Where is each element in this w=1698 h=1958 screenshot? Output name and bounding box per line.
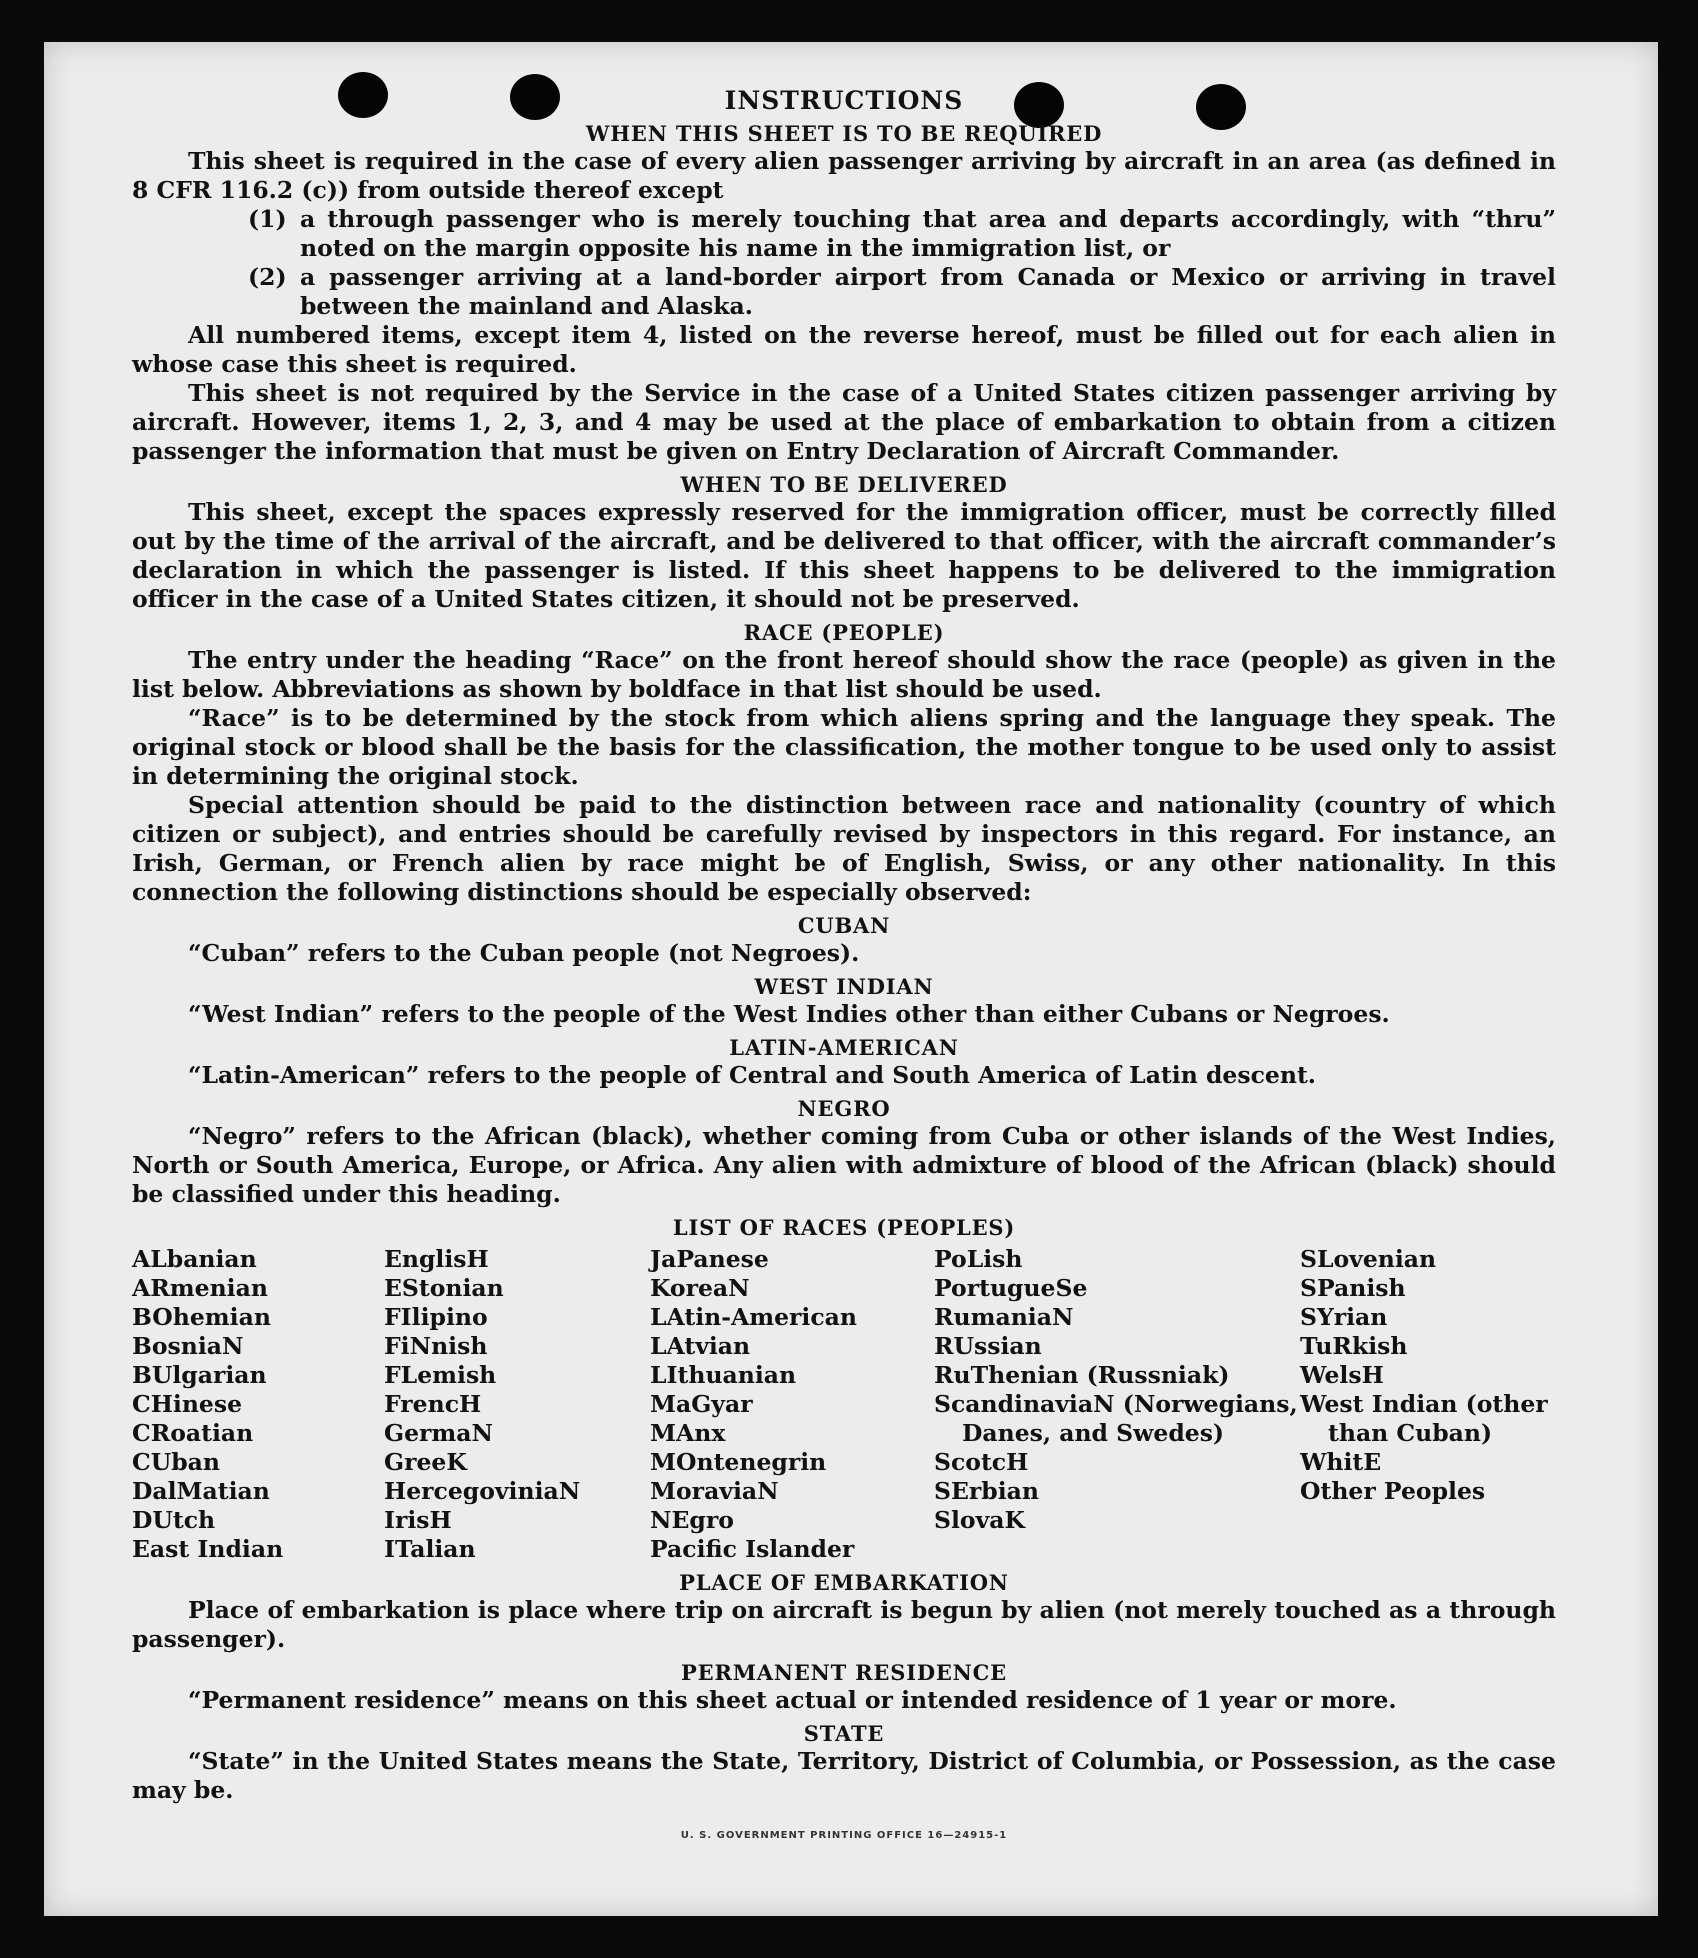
race-column — [132, 1245, 384, 1564]
document-page — [44, 42, 1658, 1916]
race-item: PortugueSe — [934, 1274, 1088, 1302]
section-heading: NEGRO — [797, 1096, 891, 1121]
race-item: ALbanian — [132, 1245, 257, 1273]
race-item: DUtch — [132, 1506, 216, 1534]
race-item: CHinese — [132, 1390, 243, 1418]
document-content — [132, 82, 1556, 1850]
race-item: BOhemian — [132, 1303, 271, 1331]
race-item: FIlipino — [384, 1303, 488, 1331]
race-item: ITalian — [384, 1535, 476, 1563]
race-item: LAtvian — [650, 1332, 751, 1360]
race-item: WhitE — [1300, 1448, 1382, 1476]
section-heading: RACE (PEOPLE) — [743, 620, 945, 645]
paragraph: “Race” is to be determined by the stock from which aliens spring and the language they speak. The original stock or blood shall be the basis for the classification, the mother tongue to be used only to assist in determining the original stock. — [132, 704, 1556, 790]
paragraph: “Cuban” refers to the Cuban people (not Negroes). — [188, 939, 860, 967]
section-heading: STATE — [803, 1721, 885, 1746]
race-item: BUlgarian — [132, 1361, 267, 1389]
item-number: (1) — [248, 205, 287, 233]
paragraph: “State” in the United States means the State, Territory, District of Columbia, or Possession, as the case may be. — [132, 1747, 1556, 1804]
race-item: WelsH — [1300, 1361, 1384, 1389]
race-column — [1300, 1245, 1556, 1564]
race-item: FLemish — [384, 1361, 497, 1389]
race-item: TuRkish — [1300, 1332, 1408, 1360]
race-item: HercegoviniaN — [384, 1477, 581, 1505]
section-heading: WHEN TO BE DELIVERED — [680, 472, 1008, 497]
race-item: MOntenegrin — [650, 1448, 827, 1476]
race-item: SLovenian — [1300, 1245, 1437, 1273]
race-item: SYrian — [1300, 1303, 1388, 1331]
race-item: EnglisH — [384, 1245, 489, 1273]
paragraph: “Negro” refers to the African (black), whether coming from Cuba or other islands of the West Indies, North or South America, Europe, or Africa. Any alien with admixture of blood of the African (black) should be classified under this heading. — [132, 1122, 1556, 1208]
race-item: ScandinaviaN (Norwegians, Danes, and Swedes) — [934, 1390, 1298, 1447]
paragraph: “West Indian” refers to the people of the West Indies other than either Cubans or Negroes. — [188, 1000, 1390, 1028]
race-item: IrisH — [384, 1506, 452, 1534]
race-item: MoraviaN — [650, 1477, 779, 1505]
list-item — [248, 263, 1556, 321]
item-text: a through passenger who is merely touching that area and departs accordingly, with “thru” noted on the margin opposite his name in the immigration list, or — [300, 205, 1556, 262]
document-title: INSTRUCTIONS — [724, 86, 964, 115]
printing-office-footer: U. S. GOVERNMENT PRINTING OFFICE 16—24915-1 — [680, 1830, 1008, 1841]
section-heading: CUBAN — [797, 913, 891, 938]
race-column — [934, 1245, 1300, 1564]
race-item: MaGyar — [650, 1390, 753, 1418]
race-item: RUssian — [934, 1332, 1042, 1360]
section-heading: LIST OF RACES (PEOPLES) — [672, 1215, 1016, 1240]
section-heading: PERMANENT RESIDENCE — [681, 1660, 1007, 1685]
section-heading: WEST INDIAN — [754, 974, 934, 999]
race-item: GreeK — [384, 1448, 467, 1476]
race-item: MAnx — [650, 1419, 726, 1447]
race-item: West Indian (other than Cuban) — [1300, 1390, 1548, 1447]
paragraph: The entry under the heading “Race” on the front hereof should show the race (people) as given in the list below. Abbreviations as shown by boldface in that list should be used. — [132, 646, 1556, 703]
paragraph: This sheet is not required by the Service in the case of a United States citizen passenger arriving by aircraft. However, items 1, 2, 3, and 4 may be used at the place of embarkation to obtain from a citizen passenger the information that must be given on Entry Declaration of Aircraft Commander. — [132, 379, 1556, 465]
race-item: RumaniaN — [934, 1303, 1074, 1331]
race-column — [650, 1245, 934, 1564]
section-heading: LATIN-AMERICAN — [729, 1035, 959, 1060]
race-item: KoreaN — [650, 1274, 750, 1302]
paragraph: This sheet is required in the case of every alien passenger arriving by aircraft in an area (as defined in 8 CFR 116.2 (c)) from outside thereof except — [132, 147, 1556, 204]
race-item: ScotcH — [934, 1448, 1029, 1476]
race-item: FrencH — [384, 1390, 482, 1418]
race-item: FiNnish — [384, 1332, 488, 1360]
race-item: RuThenian (Russniak) — [934, 1361, 1230, 1389]
race-item: DalMatian — [132, 1477, 270, 1505]
item-number: (2) — [248, 263, 287, 291]
race-item: SlovaK — [934, 1506, 1025, 1534]
race-item: EStonian — [384, 1274, 504, 1302]
paragraph: This sheet, except the spaces expressly reserved for the immigration officer, must be correctly filled out by the time of the arrival of the aircraft, and be delivered to that officer, with the aircraft commander’s declaration in which the passenger is listed. If this sheet happens to be delivered to the immigration officer in the case of a United States citizen, it should not be preserved. — [132, 498, 1556, 613]
race-item: CRoatian — [132, 1419, 254, 1447]
race-item: BosniaN — [132, 1332, 244, 1360]
race-item: Other Peoples — [1300, 1477, 1486, 1505]
paragraph: “Latin-American” refers to the people of Central and South America of Latin descent. — [188, 1061, 1316, 1089]
race-item: LAtin-American — [650, 1303, 857, 1331]
paragraph: “Permanent residence” means on this sheet actual or intended residence of 1 year or more. — [188, 1686, 1397, 1714]
list-item — [248, 205, 1556, 263]
race-item: NEgro — [650, 1506, 734, 1534]
race-item: SErbian — [934, 1477, 1039, 1505]
race-list — [132, 1245, 1556, 1564]
paragraph: Place of embarkation is place where trip on aircraft is begun by alien (not merely touched as a through passenger). — [132, 1596, 1556, 1653]
race-item: East Indian — [132, 1535, 284, 1563]
race-item: JaPanese — [650, 1245, 769, 1273]
race-item: CUban — [132, 1448, 220, 1476]
race-column — [384, 1245, 650, 1564]
race-item: GermaN — [384, 1419, 493, 1447]
item-text: a passenger arriving at a land-border airport from Canada or Mexico or arriving in travel between the mainland and Alaska. — [300, 263, 1556, 320]
race-item: Pacific Islander — [650, 1535, 855, 1563]
race-item: ARmenian — [132, 1274, 268, 1302]
paragraph: All numbered items, except item 4, listed on the reverse hereof, must be filled out for each alien in whose case this sheet is required. — [132, 321, 1556, 378]
paragraph: Special attention should be paid to the distinction between race and nationality (country of which citizen or subject), and entries should be carefully revised by inspectors in this regard. For instance, an Irish, German, or French alien by race might be of English, Swiss, or any other nationality. In this connection the following distinctions should be especially observed: — [132, 791, 1556, 906]
race-item: LIthuanian — [650, 1361, 797, 1389]
race-item: SPanish — [1300, 1274, 1406, 1302]
race-item: PoLish — [934, 1245, 1023, 1273]
section-heading: PLACE OF EMBARKATION — [679, 1570, 1009, 1595]
section-heading: WHEN THIS SHEET IS TO BE REQUIRED — [585, 121, 1103, 146]
